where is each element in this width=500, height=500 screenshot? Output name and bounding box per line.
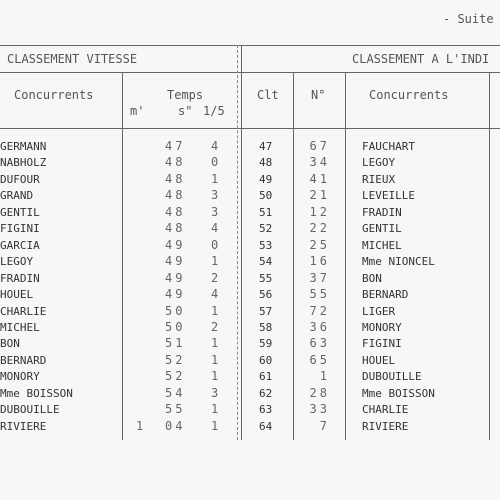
competitor-name: CHARLIE [362, 403, 409, 417]
time-fifths: 0 [211, 237, 219, 252]
time-seconds: 04 [165, 418, 186, 433]
competitor-name: GENTIL [0, 205, 40, 219]
competitor-number: 65 [309, 352, 330, 367]
competitor-number: 36 [309, 319, 330, 334]
time-fifths: 1 [211, 369, 219, 384]
competitor-name: BERNARD [362, 288, 409, 302]
competitor-name: GERMANN [0, 140, 47, 153]
left-header-fifth: 1/5 [203, 104, 225, 118]
time-seconds: 51 [165, 336, 186, 351]
competitor-name: Mme BOISSON [362, 386, 435, 400]
competitor-name: GARCIA [0, 238, 40, 252]
competitor-number: 41 [309, 171, 330, 186]
competitor-number: 63 [309, 336, 330, 351]
time-seconds: 49 [165, 270, 186, 285]
time-fifths: 1 [211, 336, 219, 351]
competitor-name: Mme NIONCEL [362, 255, 435, 269]
time-seconds: 48 [165, 171, 186, 186]
time-seconds: 47 [165, 139, 186, 153]
competitor-name: MONORY [0, 370, 40, 384]
classement-rank: 50 [259, 189, 273, 203]
right-section-title: CLASSEMENT A L'INDI [352, 52, 490, 66]
competitor-name: LEGOY [362, 156, 396, 170]
time-fifths: 4 [211, 287, 219, 302]
competitor-name: BON [0, 337, 20, 351]
competitor-name: RIEUX [362, 172, 396, 186]
competitor-name: NABHOLZ [0, 156, 47, 170]
classement-rank: 59 [259, 337, 273, 351]
col-divider-no [345, 72, 346, 440]
time-fifths: 0 [211, 155, 219, 170]
competitor-number: 22 [309, 221, 330, 236]
competitor-name: HOUEL [362, 353, 396, 367]
col-divider-clt [293, 72, 294, 440]
time-fifths: 1 [211, 171, 219, 186]
time-seconds: 50 [165, 319, 186, 334]
competitor-name: MICHEL [0, 320, 40, 334]
time-fifths: 4 [211, 221, 219, 236]
time-fifths: 1 [211, 303, 219, 318]
competitor-number: 12 [309, 204, 330, 219]
classement-rank: 56 [259, 288, 273, 302]
section-divider [237, 45, 239, 440]
competitor-name: DUFOUR [0, 172, 40, 186]
competitor-number: 21 [309, 188, 330, 203]
competitor-name: FIGINI [362, 337, 402, 351]
classement-rank: 62 [259, 386, 273, 400]
time-seconds: 48 [165, 155, 186, 170]
time-seconds: 49 [165, 287, 186, 302]
left-header-s: s" [178, 104, 193, 118]
competitor-name: BERNARD [0, 353, 47, 367]
competitor-number: 37 [309, 270, 330, 285]
time-seconds: 48 [165, 188, 186, 203]
competitor-name: GENTIL [362, 222, 402, 236]
competitor-name: MONORY [362, 320, 402, 334]
classement-rank: 52 [259, 222, 273, 236]
classement-rank: 54 [259, 255, 273, 269]
section-divider-2 [241, 45, 242, 440]
time-fifths: 3 [211, 204, 219, 219]
competitor-name: LEGOY [0, 255, 34, 269]
competitor-name: BON [362, 271, 382, 285]
classement-rank: 63 [259, 403, 273, 417]
competitor-name: DUBOUILLE [362, 370, 422, 384]
competitor-name: FRADIN [362, 205, 402, 219]
competitor-name: GRAND [0, 189, 34, 203]
left-header-m: m' [130, 104, 145, 118]
title-rule [0, 72, 500, 73]
time-seconds: 49 [165, 237, 186, 252]
col-divider-concurrents [122, 72, 123, 440]
competitor-number: 1 [319, 369, 330, 384]
classement-rank: 64 [259, 419, 273, 433]
time-seconds: 50 [165, 303, 186, 318]
competitor-name: MICHEL [362, 238, 402, 252]
competitor-number: 33 [309, 402, 330, 417]
suite-label: - Suite [443, 12, 494, 26]
competitor-number: 67 [309, 139, 330, 153]
left-header-concurrents: Concurrents [14, 88, 94, 102]
top-rule [0, 45, 500, 46]
competitor-name: DUBOUILLE [0, 403, 60, 417]
time-seconds: 49 [165, 254, 186, 269]
time-fifths: 2 [211, 319, 219, 334]
competitor-number: 28 [309, 385, 330, 400]
time-fifths: 3 [211, 385, 219, 400]
competitor-name: FRADIN [0, 271, 40, 285]
time-seconds: 48 [165, 204, 186, 219]
header-rule [0, 128, 500, 129]
left-section-title: CLASSEMENT VITESSE [7, 52, 138, 66]
time-fifths: 4 [211, 139, 219, 153]
classement-rank: 58 [259, 320, 273, 334]
competitor-number: 25 [309, 237, 330, 252]
col-divider-right [489, 72, 490, 440]
time-seconds: 54 [165, 385, 186, 400]
time-fifths: 1 [211, 254, 219, 269]
competitor-name: LIGER [362, 304, 396, 318]
competitor-name: FIGINI [0, 222, 40, 236]
classement-rank: 48 [259, 156, 273, 170]
time-fifths: 1 [211, 352, 219, 367]
time-fifths: 2 [211, 270, 219, 285]
right-header-clt: Clt [257, 88, 279, 102]
competitor-name: Mme BOISSON [0, 386, 73, 400]
competitor-number: 7 [319, 418, 330, 433]
competitor-name: RIVIERE [0, 419, 47, 433]
competitor-name: HOUEL [0, 288, 34, 302]
classement-rank: 53 [259, 238, 273, 252]
time-seconds: 48 [165, 221, 186, 236]
competitor-number: 55 [309, 287, 330, 302]
classement-rank: 57 [259, 304, 273, 318]
competitor-number: 16 [309, 254, 330, 269]
right-header-concurrents: Concurrents [369, 88, 449, 102]
time-fifths: 3 [211, 188, 219, 203]
time-minutes: 1 [136, 418, 144, 433]
classement-rank: 47 [259, 140, 273, 153]
competitor-name: LEVEILLE [362, 189, 415, 203]
competitor-number: 34 [309, 155, 330, 170]
competitor-number: 72 [309, 303, 330, 318]
classement-rank: 60 [259, 353, 273, 367]
time-seconds: 55 [165, 402, 186, 417]
time-fifths: 1 [211, 418, 219, 433]
time-seconds: 52 [165, 352, 186, 367]
time-fifths: 1 [211, 402, 219, 417]
right-header-no: N° [311, 88, 326, 102]
classement-rank: 61 [259, 370, 273, 384]
classement-rank: 55 [259, 271, 273, 285]
classement-rank: 49 [259, 172, 273, 186]
classement-rank: 51 [259, 205, 273, 219]
competitor-name: FAUCHART [362, 140, 415, 153]
competitor-name: RIVIERE [362, 419, 409, 433]
time-seconds: 52 [165, 369, 186, 384]
competitor-name: CHARLIE [0, 304, 47, 318]
left-header-temps: Temps [167, 88, 204, 102]
